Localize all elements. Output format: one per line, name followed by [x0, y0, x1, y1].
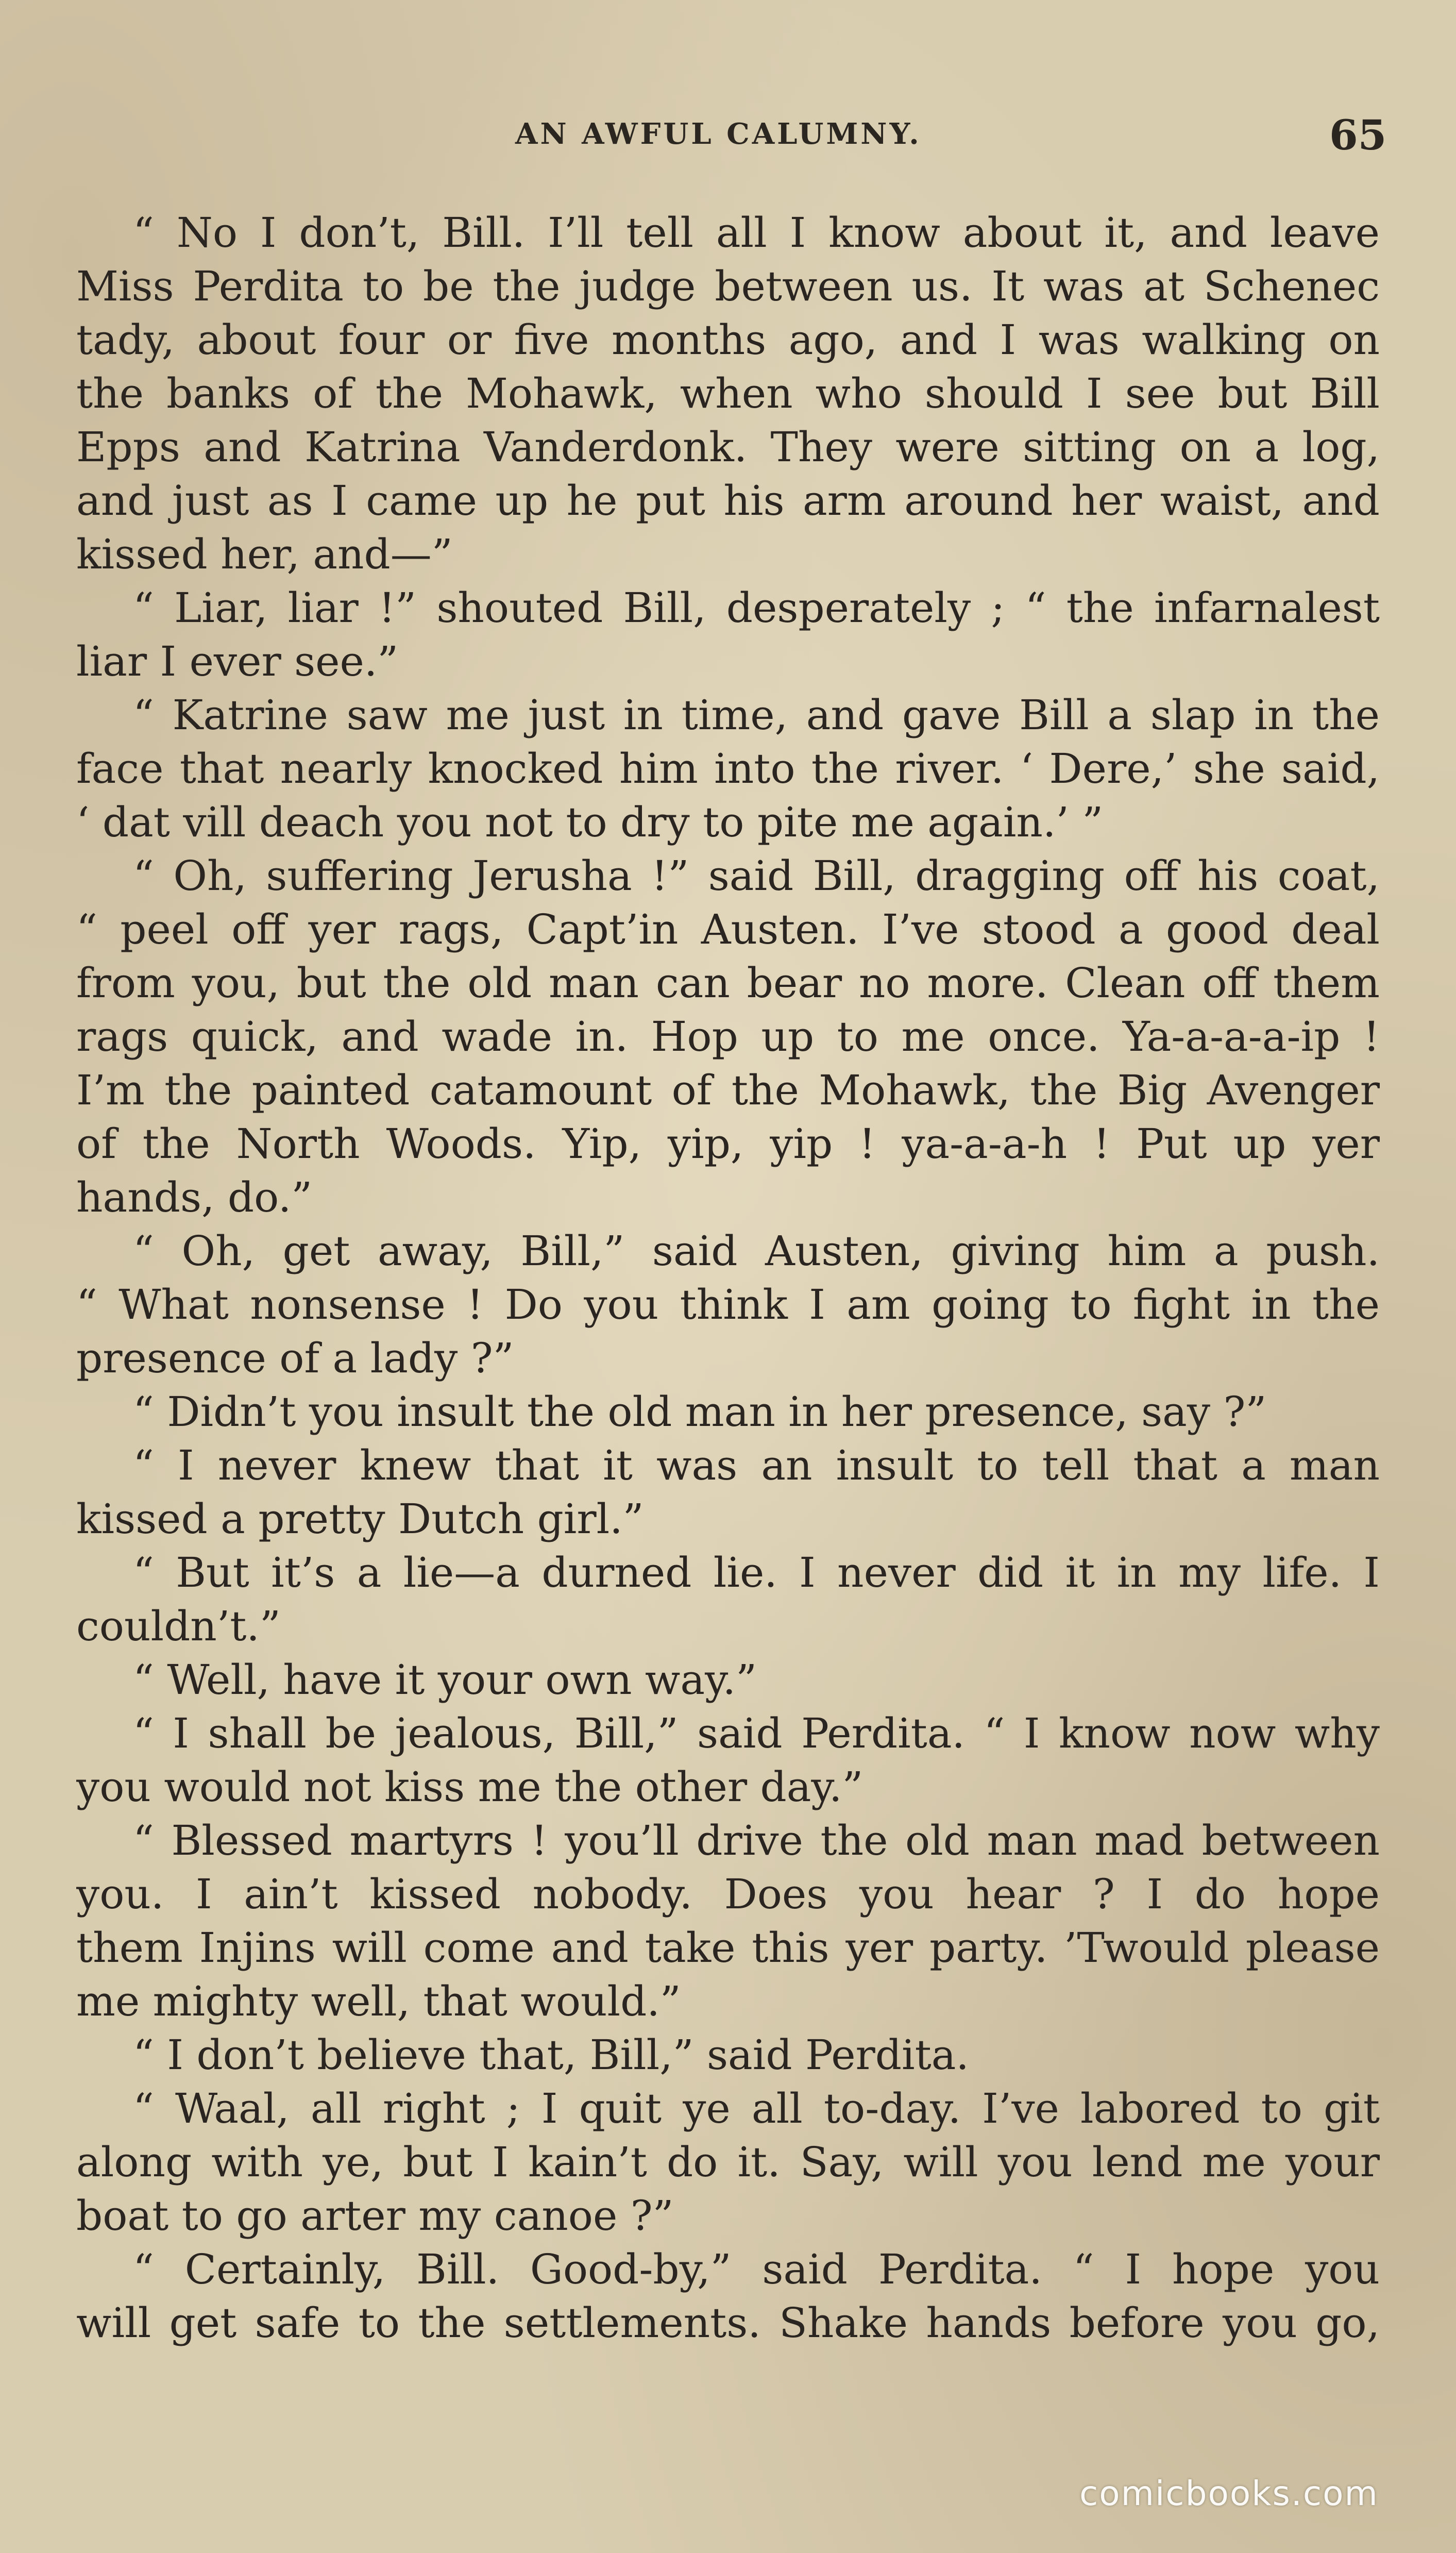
text-line: of the North Woods. Yip, yip, yip ! ya-a-a-h ! Put up yer — [76, 1120, 1380, 1168]
text-line: and just as I came up he put his arm around her waist, and — [76, 477, 1380, 525]
text-line: “ Didn’t you insult the old man in her presence, say ?” — [133, 1388, 1267, 1436]
text-line: liar I ever see.” — [76, 637, 399, 685]
text-line: hands, do.” — [76, 1173, 313, 1221]
text-line: ‘ dat vill deach you not to dry to pite me again.’ ” — [76, 798, 1104, 846]
text-line: “ What nonsense ! Do you think I am going to fight in the — [76, 1281, 1380, 1329]
text-line: you. I ain’t kissed nobody. Does you hear ? I do hope — [76, 1870, 1380, 1918]
text-line: “ Oh, suffering Jerusha !” said Bill, dragging off his coat, — [133, 852, 1380, 900]
text-line: “ Oh, get away, Bill,” said Austen, giving him a push. — [133, 1227, 1380, 1275]
text-line: from you, but the old man can bear no more. Clean off them — [76, 959, 1380, 1007]
text-line: “ Liar, liar !” shouted Bill, desperately ; “ the infarnalest — [133, 584, 1380, 632]
text-line: kissed a pretty Dutch girl.” — [76, 1495, 644, 1543]
text-line: Epps and Katrina Vanderdonk. They were sitting on a log, — [76, 423, 1380, 471]
text-line: “ I shall be jealous, Bill,” said Perdita. “ I know now why — [133, 1709, 1380, 1757]
text-line: face that nearly knocked him into the river. ‘ Dere,’ she said, — [76, 745, 1380, 793]
running-title: AN AWFUL CALUMNY. — [515, 117, 922, 151]
text-line: I’m the painted catamount of the Mohawk, the Big Avenger — [76, 1066, 1380, 1114]
text-line: Miss Perdita to be the judge between us. It was at Schenec — [76, 262, 1380, 310]
text-line: “ But it’s a lie—a durned lie. I never did it in my life. I — [133, 1549, 1380, 1597]
text-line: you would not kiss me the other day.” — [76, 1763, 864, 1811]
text-line: them Injins will come and take this yer party. ’Twould please — [76, 1924, 1380, 1972]
running-head — [0, 111, 1456, 162]
text-line: “ No I don’t, Bill. I’ll tell all I know about it, and leave — [133, 209, 1380, 257]
text-line: the banks of the Mohawk, when who should I see but Bill — [76, 369, 1380, 417]
watermark: comicbooks.com — [1079, 2474, 1379, 2513]
body-text — [76, 206, 1380, 2350]
text-line: me mighty well, that would.” — [76, 1977, 681, 2025]
text-line: “ Well, have it your own way.” — [133, 1656, 757, 1704]
text-line: tady, about four or five months ago, and I was walking on — [76, 316, 1380, 364]
text-line: rags quick, and wade in. Hop up to me once. Ya-a-a-a-ip ! — [76, 1013, 1380, 1061]
text-line: “ I don’t believe that, Bill,” said Perdita. — [133, 2031, 969, 2079]
text-line: couldn’t.” — [76, 1602, 281, 1650]
text-line: kissed her, and—” — [76, 530, 453, 578]
text-line: “ Certainly, Bill. Good-by,” said Perdita. “ I hope you — [133, 2245, 1380, 2293]
text-line: “ Katrine saw me just in time, and gave Bill a slap in the — [133, 691, 1380, 739]
text-line: “ Waal, all right ; I quit ye all to-day. I’ve labored to git — [133, 2085, 1380, 2132]
text-line: will get safe to the settlements. Shake hands before you go, — [76, 2299, 1380, 2347]
text-line: presence of a lady ?” — [76, 1334, 514, 1382]
text-line: boat to go arter my canoe ?” — [76, 2192, 674, 2240]
text-line: “ peel off yer rags, Capt’in Austen. I’ve stood a good deal — [76, 905, 1380, 953]
text-line: “ I never knew that it was an insult to tell that a man — [133, 1441, 1380, 1489]
text-line: along with ye, but I kain’t do it. Say, will you lend me your — [76, 2138, 1380, 2186]
page-number: 65 — [1329, 111, 1387, 159]
text-line: “ Blessed martyrs ! you’ll drive the old man mad between — [133, 1817, 1380, 1865]
